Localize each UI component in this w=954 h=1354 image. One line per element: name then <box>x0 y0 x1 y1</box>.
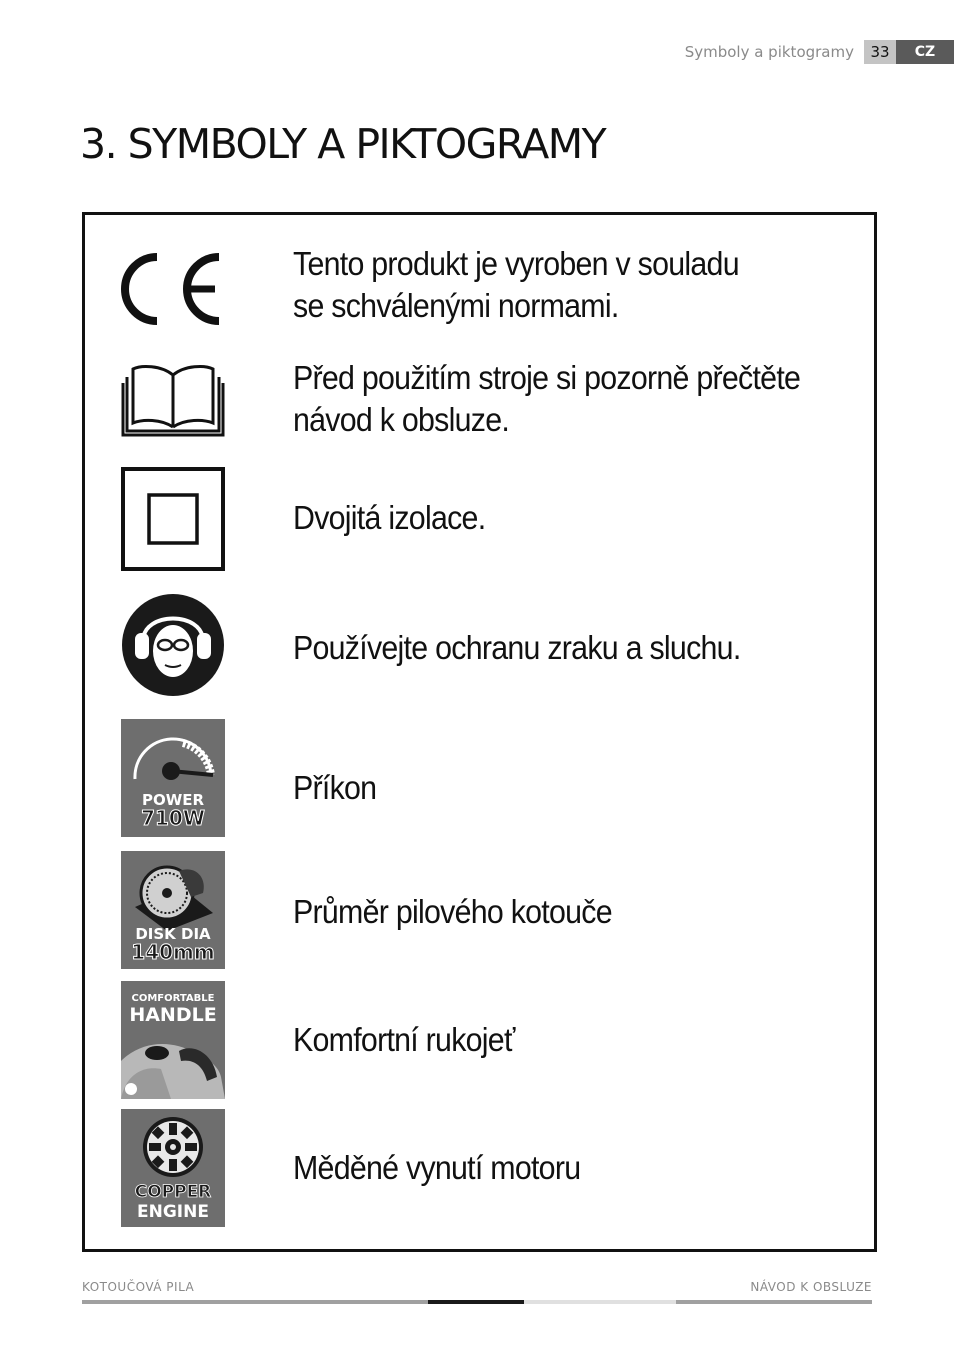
language-badge: CZ <box>896 40 954 64</box>
footer-divider <box>82 1300 872 1304</box>
page-title: 3. SYMBOLY A PIKTOGRAMY <box>80 120 606 168</box>
badge-line2: 710W <box>141 806 205 830</box>
footer-document-name: NÁVOD K OBSLUZE <box>750 1280 872 1294</box>
badge-line2: 140mm <box>131 940 215 964</box>
badge-line1: COMFORTABLE <box>131 993 215 1004</box>
symbol-text: Používejte ochranu zraku a sluchu. <box>293 629 741 666</box>
symbol-row-engine <box>85 1109 874 1227</box>
symbols-box <box>82 212 877 1252</box>
symbol-text: Komfortní rukojeť <box>293 1021 515 1058</box>
symbol-row-disk <box>85 851 874 969</box>
power-gauge-icon <box>121 719 225 837</box>
symbol-text: Před použitím stroje si pozorně přečtěte návod k obsluze. <box>293 359 801 438</box>
page-header <box>685 40 954 64</box>
header-section-title: Symboly a piktogramy <box>684 43 854 61</box>
symbol-text: Měděné vynutí motoru <box>293 1149 581 1186</box>
symbol-text: Průměr pilového kotouče <box>293 893 612 930</box>
badge-line2: ENGINE <box>137 1202 209 1222</box>
double-insulation-icon <box>121 467 225 571</box>
symbol-text: Tento produkt je vyroben v souladu se schválenými normami. <box>293 245 739 324</box>
page-number: 33 <box>864 40 896 64</box>
symbol-text: Příkon <box>293 769 377 806</box>
symbol-row-manual <box>85 357 874 447</box>
badge-line1: COPPER <box>134 1182 212 1202</box>
symbol-text: Dvojitá izolace. <box>293 499 486 536</box>
badge-line1: POWER <box>141 791 205 809</box>
footer-product-name: KOTOUČOVÁ PILA <box>82 1280 195 1294</box>
comfortable-handle-icon <box>121 981 225 1099</box>
symbol-row-ce <box>85 243 874 333</box>
badge-line2: HANDLE <box>129 1004 217 1026</box>
symbol-row-protection <box>85 593 874 697</box>
copper-engine-icon <box>121 1109 225 1227</box>
symbol-row-insulation <box>85 467 874 571</box>
symbol-row-handle <box>85 981 874 1099</box>
circular-saw-icon <box>121 851 225 969</box>
open-book-icon <box>121 361 225 437</box>
badge-line1: DISK DIA <box>135 925 211 943</box>
eye-ear-protection-icon <box>121 593 225 697</box>
symbol-row-power <box>85 719 874 837</box>
ce-mark-icon <box>121 249 225 329</box>
